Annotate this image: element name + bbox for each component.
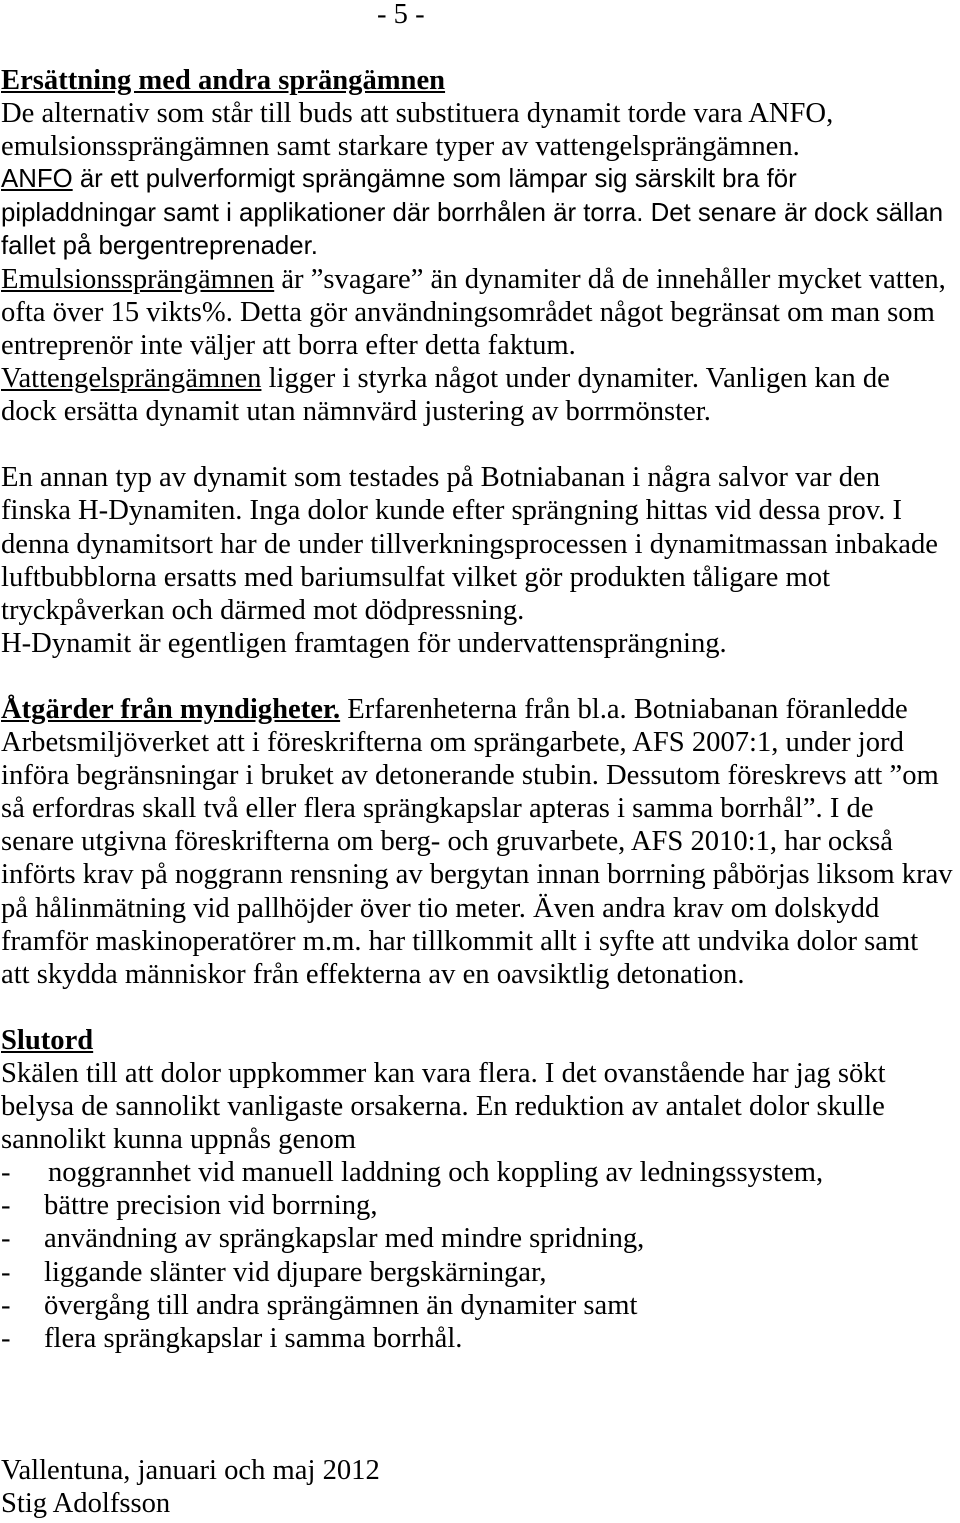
paragraph-line: pipladdningar samt i applikationer där borrhålen är torra. Det senare är dock sällan: [1, 198, 944, 227]
blank-line: [1, 1355, 959, 1388]
list-item: [1, 1189, 959, 1222]
signature-place-date: Vallentuna, januari och maj 2012: [1, 1455, 380, 1487]
section-heading: Slutord: [1, 1024, 94, 1056]
list-bullet: -: [1, 1322, 11, 1354]
list-item: [1, 1222, 959, 1255]
blank-line: [1, 428, 959, 461]
list-item: [1, 1289, 959, 1322]
paragraph-line: De alternativ som står till buds att substituera dynamit torde vara ANFO,: [1, 98, 834, 130]
list-item-text: flera sprängkapslar i samma borrhål.: [44, 1322, 463, 1354]
list-item: [1, 1156, 959, 1189]
paragraph-line: belysa de sannolikt vanligaste orsakerna. En reduktion av antalet dolor skulle: [1, 1091, 885, 1123]
paragraph-line: [1, 263, 959, 296]
list-bullet: -: [1, 1289, 11, 1321]
paragraph-line: finska H-Dynamiten. Inga dolor kunde efter sprängning hittas vid dessa prov. I: [1, 495, 903, 527]
page-number: - 5 -: [377, 0, 425, 30]
list-item: [1, 1322, 959, 1355]
blank-line: [1, 1421, 959, 1454]
paragraph-line: emulsionssprängämnen samt starkare typer av vattengelsprängämnen.: [1, 131, 800, 163]
paragraph-line: fallet på bergentreprenader.: [1, 231, 318, 260]
paragraph-line: Arbetsmiljöverket att i föreskrifterna om sprängarbete, AFS 2007:1, under jord: [1, 727, 904, 759]
blank-line: [1, 31, 959, 64]
heading-line: [1, 1024, 959, 1057]
section-heading: Ersättning med andra sprängämnen: [1, 65, 446, 97]
line-text: är ett pulverformigt sprängämne som lämpar sig särskilt bra för: [72, 165, 797, 194]
blank-line: [1, 660, 959, 693]
paragraph-line: dock ersätta dynamit utan nämnvärd justering av borrmönster.: [1, 396, 711, 428]
paragraph-line: senare utgivna föreskrifterna om berg- och gruvarbete, AFS 2010:1, har också: [1, 826, 893, 858]
paragraph-line: tryckpåverkan och därmed mot dödpressning.: [1, 594, 525, 626]
section-conclusion: [1, 1024, 959, 1355]
section-h-dynamite: [1, 461, 959, 660]
list-item-text: liggande slänter vid djupare bergskärningar,: [44, 1256, 547, 1288]
paragraph-line: Skälen till att dolor uppkommer kan vara flera. I det ovanstående har jag sökt: [1, 1058, 886, 1089]
paragraph-line: luftbubblorna ersatts med bariumsulfat vilket gör produkten tåligare mot: [1, 561, 831, 593]
paragraph-line: sannolikt kunna uppnås genom: [1, 1124, 356, 1156]
list-item-text: noggrannhet vid manuell laddning och koppling av ledningssystem,: [48, 1157, 824, 1189]
section-heading: Åtgärder från myndigheter.: [1, 693, 341, 725]
underlined-term-anfo: ANFO: [1, 165, 73, 194]
heading-line: [1, 64, 959, 97]
list-item-text: användning av sprängkapslar med mindre spridning,: [44, 1223, 645, 1255]
paragraph-line: så erfordras skall två eller flera sprängkapslar apteras i samma borrhål”. I de: [1, 793, 874, 825]
paragraph-line: införa begränsningar i bruket av detonerande stubin. Dessutom föreskrevs att ”om: [1, 760, 939, 792]
underlined-term-emulsion: Emulsionssprängämnen: [1, 263, 275, 295]
underlined-term-watergel: Vattengelsprängämnen: [1, 363, 262, 395]
paragraph-line: entreprenör inte väljer att borra efter detta faktum.: [1, 329, 576, 361]
list-item: [1, 1256, 959, 1289]
paragraph-line: på hålinmätning vid pallhöjder över tio meter. Även andra krav om dolskydd: [1, 892, 880, 924]
list-item-text: övergång till andra sprängämnen än dynamiter samt: [44, 1289, 638, 1321]
blank-line: [1, 1388, 959, 1421]
paragraph-line: att skydda människor från effekterna av en oavsiktlig detonation.: [1, 958, 745, 990]
list-bullet: -: [1, 1256, 11, 1288]
list-item-text: bättre precision vid borrning,: [44, 1190, 378, 1222]
list-bullet: -: [1, 1157, 11, 1189]
section-authority-measures: [1, 693, 959, 991]
signature-block: [1, 1454, 959, 1520]
list-bullet: -: [1, 1223, 11, 1255]
line-text: Erfarenheterna från bl.a. Botniabanan föranledde: [340, 693, 908, 725]
paragraph-line: ofta över 15 vikts%. Detta gör användningsområdet något begränsat om man som: [1, 296, 935, 328]
paragraph-line: [1, 362, 959, 395]
document-page: [1, 0, 959, 1520]
paragraph-line: [1, 693, 959, 726]
list-bullet: -: [1, 1190, 11, 1222]
signature-name: Stig Adolfsson: [1, 1488, 171, 1520]
paragraph-line: införts krav på noggrann rensning av bergytan innan borrning påbörjas liksom krav: [1, 859, 953, 891]
measures-list: [1, 1156, 959, 1355]
section-alternative-explosives: [1, 64, 959, 428]
paragraph-line: H-Dynamit är egentligen framtagen för undervattensprängning.: [1, 627, 727, 659]
blank-line: [1, 991, 959, 1024]
line-text: är ”svagare” än dynamiter då de innehåller mycket vatten,: [274, 263, 946, 295]
paragraph-line: [1, 163, 959, 196]
line-text: ligger i styrka något under dynamiter. Vanligen kan de: [261, 363, 890, 395]
paragraph-line: En annan typ av dynamit som testades på Botniabanan i några salvor var den: [1, 462, 881, 494]
paragraph-line: denna dynamitsort har de under tillverkningsprocessen i dynamitmassan inbakade: [1, 528, 938, 560]
paragraph-line: framför maskinoperatörer m.m. har tillkommit allt i syfte att undvika dolor samt: [1, 925, 919, 957]
